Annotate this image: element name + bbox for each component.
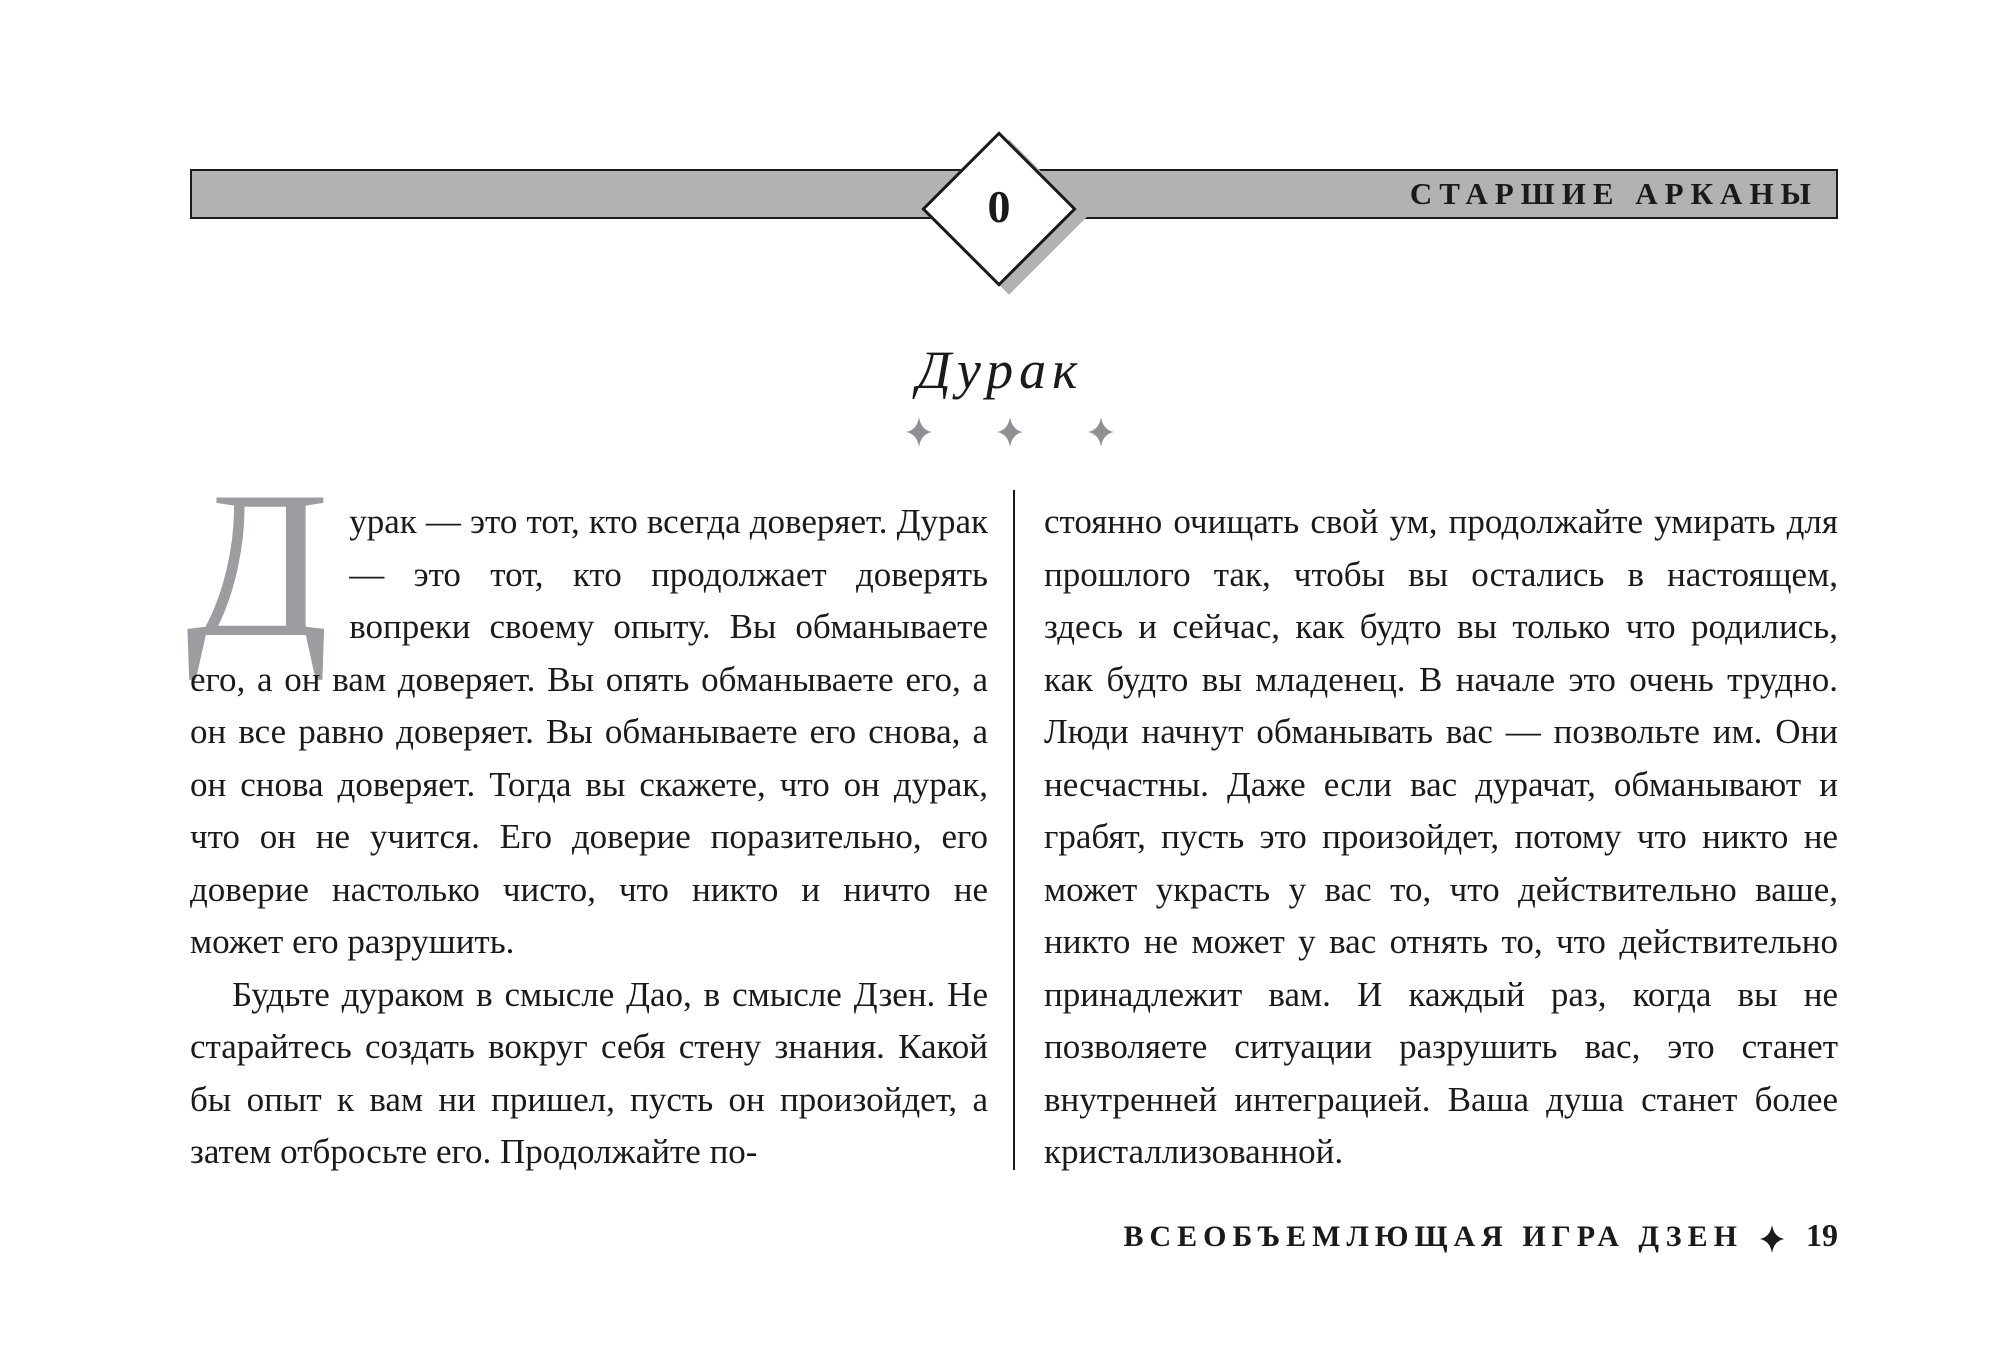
four-point-star-icon (995, 415, 1025, 449)
book-title: ВСЕОБЪЕМЛЮЩАЯ ИГРА ДЗЕН (1123, 1220, 1743, 1253)
paragraph-2-continued: стоянно очищать свой ум, продолжайте умирать для прошлого так, чтобы вы остались в настоящем, здесь и сейчас, как будто вы только что родились, как будто вы младенец. В начале это очень трудно. Люди начнут обманывать вас — позвольте им. Они несчастны. Даже если вас дурачат, обманывают и грабят, пусть это произойдет, потому что никто не может украсть у вас то, что действительно ваше, никто не может у вас отнять то, что действительно принадлежит вам. И каждый раз, когда вы не позволяете ситуации разрушить вас, это станет внутренней интеграцией. Ваша душа станет более кристаллизованной. (1044, 502, 1838, 1171)
left-column (186, 449, 988, 1179)
page-footer (1123, 1211, 1838, 1259)
title-ornaments (880, 415, 1140, 449)
section-title: СТАРШИЕ АРКАНЫ (1409, 176, 1818, 211)
paragraph-1 (186, 449, 988, 969)
column-divider (1013, 490, 1015, 1170)
paragraph-2: Будьте дураком в смысле Дао, в смысле Дзен. Не старайтесь создать вокруг себя стену знания. Какой бы опыт к вам ни пришел, пусть он произойдет, а затем отбросьте его. Продолжайте по- (190, 974, 988, 1171)
four-point-star-icon (904, 415, 934, 449)
paragraph-1-text: урак — это тот, кто всегда доверяет. Дурак — это тот, кто продолжает доверять вопреки своему опыту. Вы обманываете его, а он вам доверяет. Вы опять обманываете его, а он все равно доверяет. Вы обманываете его снова, а он снова доверяет. Тогда вы скажете, что он дурак, что он не учится. Его доверие поразительно, его доверие настолько чисто, что никто и ничто не может его разрушить. (190, 502, 988, 961)
four-point-star-icon (1086, 415, 1116, 449)
drop-cap: Д (186, 449, 330, 681)
right-column (1044, 496, 1838, 1179)
page-number: 19 (1806, 1217, 1838, 1253)
card-number: 0 (987, 181, 1011, 232)
four-point-star-icon (1757, 1223, 1787, 1255)
card-title: Дурак (916, 340, 1084, 400)
